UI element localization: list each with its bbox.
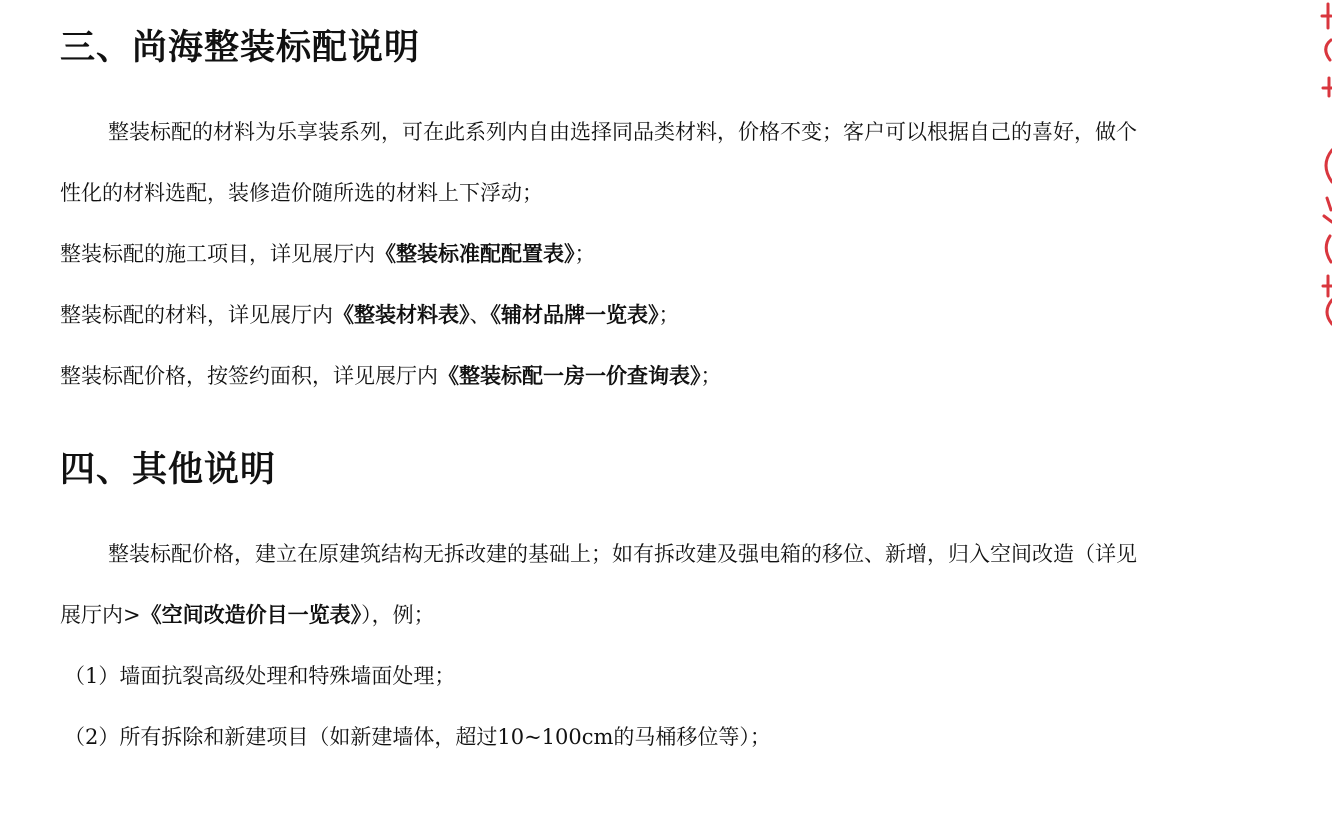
section-3-paragraph-1-line-2: 性化的材料选配，装修造价随所选的材料上下浮动； bbox=[60, 181, 543, 205]
section-3-materials-line bbox=[60, 300, 680, 330]
section-4-paragraph-1-line-2 bbox=[60, 600, 435, 630]
section-4-list-item-2: （2）所有拆除和新建项目（如新建墙体，超过10~100cm的马桶移位等）； bbox=[64, 725, 771, 749]
materials-table-title: 《整装材料表》 bbox=[333, 303, 470, 327]
space-renovation-text: 展厅内> bbox=[60, 603, 141, 627]
section-3-price-line bbox=[60, 361, 722, 391]
price-end: ； bbox=[700, 364, 722, 388]
space-renovation-table-title: 《空间改造价目一览表》 bbox=[140, 603, 362, 627]
construction-items-text: 整装标配的施工项目，详见展厅内 bbox=[60, 242, 375, 266]
auxiliary-brands-table-title: 《辅材品牌一览表》 bbox=[490, 303, 659, 327]
materials-separator: 、 bbox=[469, 303, 491, 327]
red-seal-stamp-edge bbox=[1318, 0, 1332, 330]
section-4-paragraph-1-line-1: 整装标配价格，建立在原建筑结构无拆改建的基础上；如有拆改建及强电箱的移位、新增，归入空间改造（详见 bbox=[108, 542, 1137, 566]
section-3-heading: 三、尚海整装标配说明 bbox=[60, 28, 421, 68]
standard-config-table-title: 《整装标准配配置表》 bbox=[375, 242, 575, 266]
section-3-paragraph-1-line-1: 整装标配的材料为乐享装系列，可在此系列内自由选择同品类材料，价格不变；客户可以根据自己的喜好，做个 bbox=[108, 120, 1137, 144]
section-3-construction-items-line bbox=[60, 239, 596, 269]
space-renovation-end: ），例； bbox=[361, 603, 435, 627]
section-4-list-item-1: （1）墙面抗裂高级处理和特殊墙面处理； bbox=[64, 664, 456, 688]
materials-end: ； bbox=[658, 303, 680, 327]
price-text: 整装标配价格，按签约面积，详见展厅内 bbox=[60, 364, 438, 388]
construction-items-end: ； bbox=[574, 242, 596, 266]
materials-text: 整装标配的材料，详见展厅内 bbox=[60, 303, 333, 327]
section-4-heading: 四、其他说明 bbox=[60, 450, 277, 490]
price-query-table-title: 《整装标配一房一价查询表》 bbox=[438, 364, 701, 388]
